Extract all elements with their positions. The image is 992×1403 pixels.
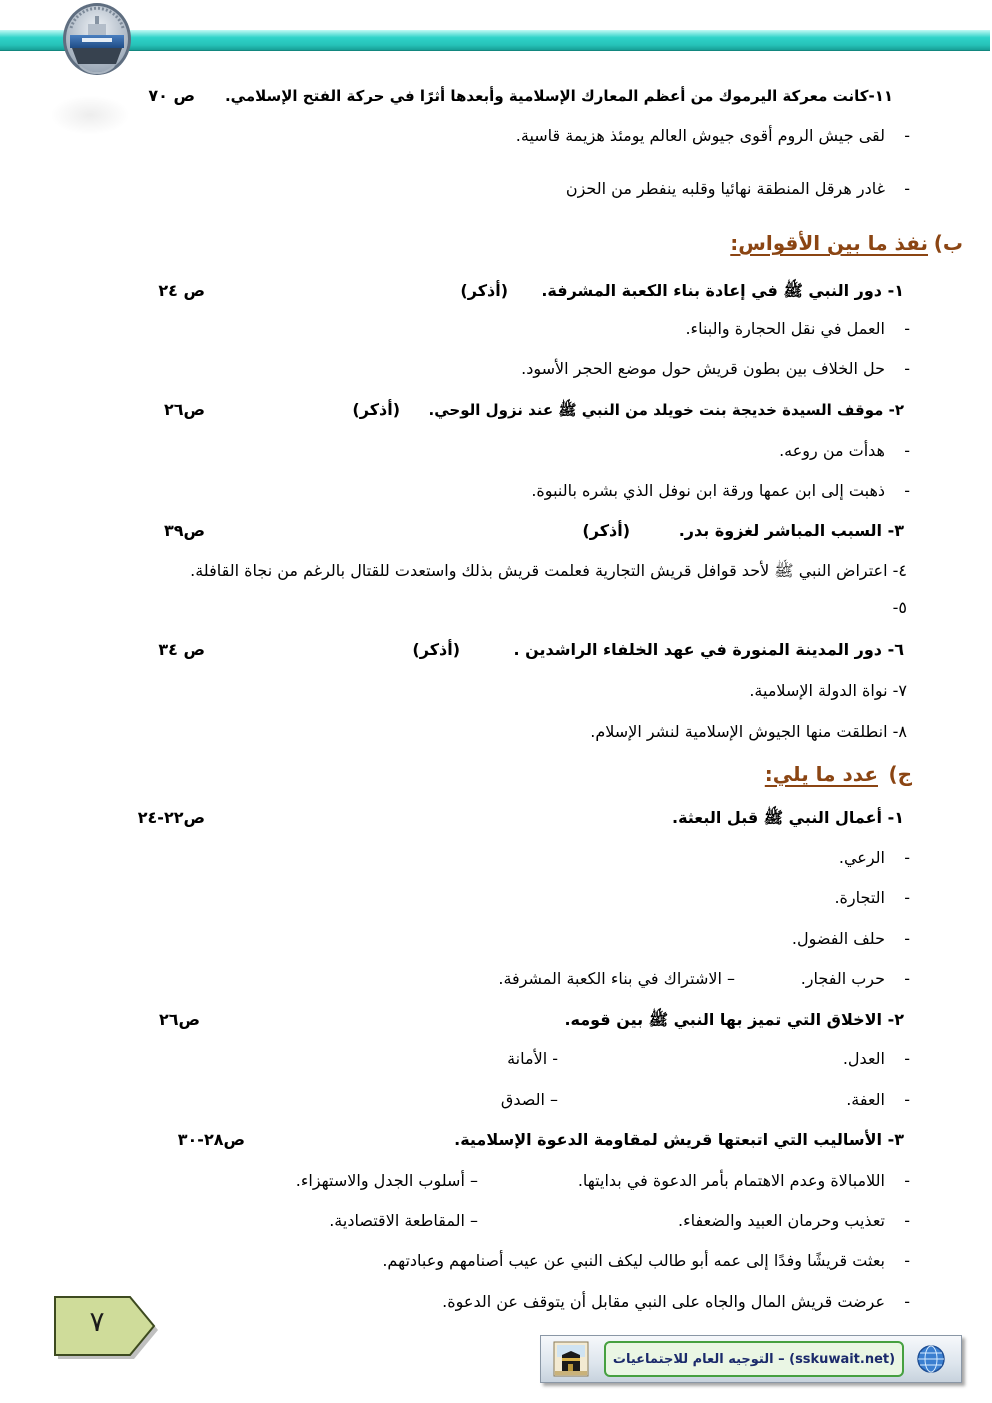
bullet: - — [904, 929, 910, 948]
bullet: - — [904, 1090, 910, 1109]
page-ref: ص٢٦ — [158, 1010, 200, 1029]
bullet: - — [904, 126, 910, 145]
answer-text: العمل في نقل الحجارة والبناء. — [685, 319, 885, 338]
answer-text: ذهبت إلى ابن عمها ورقة ابن نوفل الذي بشره بالنبوة. — [531, 481, 885, 500]
numbered-item — [0, 595, 992, 621]
bullet: - — [904, 481, 910, 500]
answer-text: اللامبالاة وعدم الاهتمام بأمر الدعوة في بدايتها. — [577, 1171, 885, 1190]
answer-item — [0, 885, 992, 911]
question-row — [0, 637, 992, 663]
answer-text: التجارة. — [834, 888, 885, 907]
question-text: ١١-كانت معركة اليرموك من أعظم المعارك الإسلامية وأبعدها أثرًا في حركة الفتح الإسلامي. — [224, 87, 893, 105]
question-row — [0, 278, 992, 304]
section-c-letter: ج) — [888, 762, 912, 786]
footer-site-box — [604, 1341, 904, 1377]
section-b-letter: ب) — [933, 231, 963, 255]
question-text: ١- دور النبي ﷺ في إعادة بناء الكعبة المشرفة. — [541, 281, 904, 300]
instruction-label: (أذكر) — [460, 281, 508, 300]
answer-text: حلف الفضول. — [791, 929, 885, 948]
question-text: ٦- دور المدينة المنورة في عهد الخلفاء الراشدين . — [513, 640, 904, 659]
answer-text: الرعي. — [838, 848, 885, 867]
page-ref: ص٢٢-٢٤ — [137, 808, 205, 827]
answer-item — [0, 1248, 992, 1274]
answer-item — [0, 926, 992, 952]
section-b-title: نفذ ما بين الأقواس: — [730, 231, 928, 255]
globe-icon — [916, 1344, 946, 1374]
question-text: ٢- موقف السيدة خديجة بنت خويلد من النبي ﷺ عند نزول الوحي. — [428, 401, 904, 419]
bullet: - — [904, 1292, 910, 1311]
page-ref: ص٢٨-٣٠ — [177, 1130, 245, 1149]
bullet: - — [904, 888, 910, 907]
numbered-item — [0, 678, 992, 704]
item-text: ٨- انطلقت منها الجيوش الإسلامية لنشر الإسلام. — [590, 722, 907, 741]
numbered-item — [0, 558, 992, 584]
bullet: - — [904, 1211, 910, 1230]
answer-item — [0, 1046, 992, 1072]
question-text: ١- أعمال النبي ﷺ قبل البعثة. — [671, 808, 904, 827]
answer-text: حل الخلاف بين بطون قريش حول موضع الحجر الأسود. — [521, 359, 885, 378]
answer-item — [0, 478, 992, 504]
bullet: - — [904, 848, 910, 867]
answer-text: لقى جيش الروم أقوى جيوش العالم يومئذ هزيمة قاسية. — [515, 126, 885, 145]
bullet: - — [904, 969, 910, 988]
bullet: - — [904, 359, 910, 378]
answer-text: غادر هرقل المنطقة نهائيا وقلبه ينفطر من الحزن — [565, 179, 885, 198]
item-text: ٤- اعتراض النبي ﷺ لأحد قوافل قريش التجارية فعلمت قريش بذلك واستعدت للقتال بالرغم من نجاة القافلة. — [190, 561, 907, 580]
answer-item — [0, 356, 992, 382]
bullet: - — [904, 1171, 910, 1190]
item-text: ٧- نواة الدولة الإسلامية. — [749, 681, 907, 700]
page-ref: ص٢٦ — [163, 400, 205, 419]
answer-item — [0, 316, 992, 342]
bullet: - — [904, 179, 910, 198]
page-number: ٧ — [89, 1305, 105, 1338]
section-b-heading — [0, 228, 992, 258]
answer-item — [0, 845, 992, 871]
answer-item — [0, 438, 992, 464]
question-row — [0, 83, 992, 109]
answer-text: تعذيب وحرمان العبيد والضعفاء. — [678, 1211, 885, 1230]
answer-text-second: – الصدق — [500, 1090, 558, 1109]
instruction-label: (أذكر) — [352, 400, 400, 419]
ministry-emblem-icon — [62, 2, 132, 76]
bullet: - — [904, 1251, 910, 1270]
answer-item — [0, 966, 992, 992]
numbered-item — [0, 719, 992, 745]
kaaba-icon — [553, 1341, 589, 1377]
answer-text: عرضت قريش المال والجاه على النبي مقابل أن يتوقف عن الدعوة. — [442, 1292, 885, 1311]
page-ref: ص ٢٤ — [158, 281, 205, 300]
question-row — [0, 518, 992, 544]
answer-text-second: – المقاطعة الاقتصادية. — [329, 1211, 478, 1230]
answer-text-second: – أسلوب الجدل والاستهزاء. — [295, 1171, 478, 1190]
answer-item — [0, 1168, 992, 1194]
answer-text: حرب الفجار. — [800, 969, 885, 988]
bullet: - — [904, 319, 910, 338]
question-text: ٣- السبب المباشر لغزوة بدر. — [678, 521, 904, 540]
bullet: - — [904, 1049, 910, 1068]
answer-item — [0, 1208, 992, 1234]
header-bar — [0, 30, 990, 51]
answer-text: العدل. — [842, 1049, 885, 1068]
question-row — [0, 1007, 992, 1033]
answer-item — [0, 123, 992, 149]
question-row — [0, 1127, 992, 1153]
page-ref: ص ٧٠ — [148, 86, 195, 105]
answer-text-second: - الأمانة — [507, 1049, 558, 1068]
question-text: ٢- الاخلاق التي تميز بها النبي ﷺ بين قومه. — [564, 1010, 904, 1029]
bullet: - — [904, 441, 910, 460]
page-ref: ص٣٩ — [163, 521, 205, 540]
section-c-heading — [0, 759, 992, 789]
answer-text: العفة. — [846, 1090, 885, 1109]
answer-text: بعثت قريشًا وفدًا إلى عمه أبو طالب ليكف النبي عن عيب أصنامهم وعبادتهم. — [382, 1251, 885, 1270]
instruction-label: (أذكر) — [412, 640, 460, 659]
answer-text: هدأت من روعه. — [779, 441, 885, 460]
instruction-label: (أذكر) — [582, 521, 630, 540]
answer-item — [0, 1087, 992, 1113]
section-c-title: عدد ما يلي: — [764, 762, 878, 786]
page-ref: ص ٣٤ — [158, 640, 205, 659]
question-row — [0, 397, 992, 423]
answer-text-second: – الاشتراك في بناء الكعبة المشرفة. — [498, 969, 735, 988]
question-row — [0, 805, 992, 831]
item-text: ٥- — [892, 598, 907, 617]
footer-site-label: (sskuwait.net) – التوجيه العام للاجتماعيات — [612, 1351, 896, 1367]
answer-item — [0, 176, 992, 202]
question-text: ٣- الأساليب التي اتبعتها قريش لمقاومة الدعوة الإسلامية. — [454, 1130, 904, 1149]
